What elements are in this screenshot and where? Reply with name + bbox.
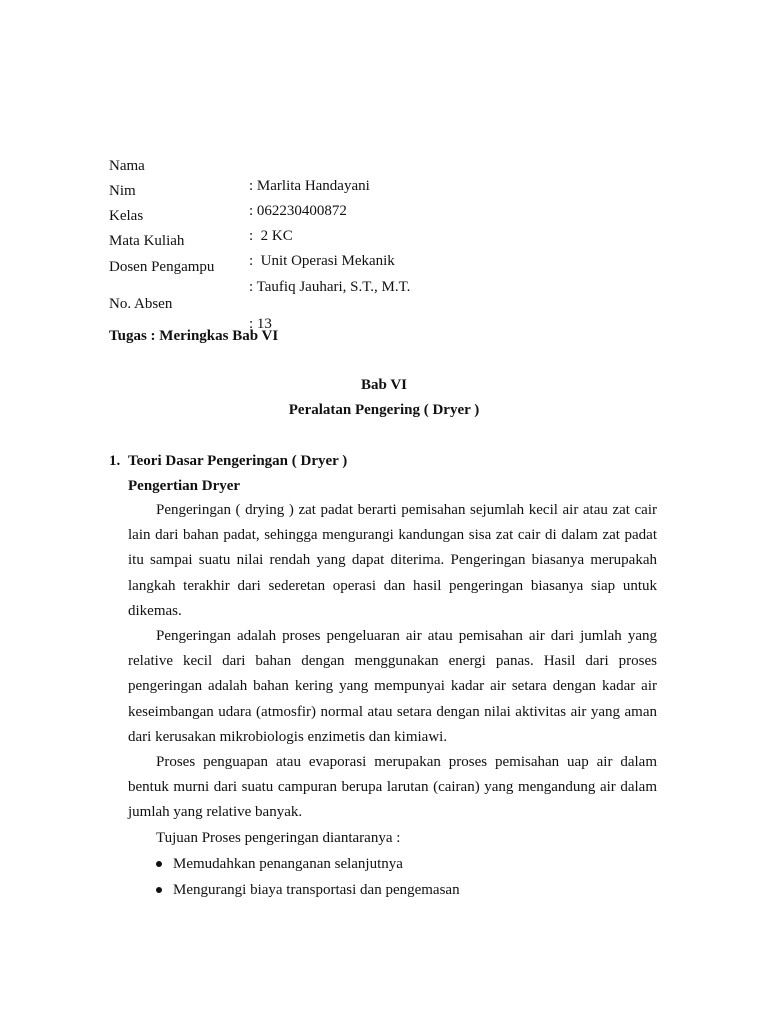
- info-value: : 13: [249, 316, 272, 332]
- section-number: 1.: [109, 453, 121, 469]
- info-label: Nim: [109, 183, 136, 199]
- paragraph-2: Pengeringan adalah proses pengeluaran air atau pemisahan air dari jumlah yang relative kecil dari bahan dengan menggunakan energi panas. Hasil dari proses pengeringan adalah bahan kering yang mempunyai kadar air setara dengan kadar air keseimbangan udara (atmosfir) normal atau setara dengan nilai aktivitas air yang aman dari kerusakan mikrobiologis enzimetis dan kimiawi.: [128, 628, 657, 745]
- info-label: Mata Kuliah: [109, 233, 185, 249]
- info-value: : 062230400872: [249, 203, 347, 219]
- info-value: : Marlita Handayani: [249, 178, 370, 194]
- bullet-icon: [156, 887, 162, 893]
- paragraph-4: Tujuan Proses pengeringan diantaranya :: [156, 830, 401, 846]
- bullet-text: Mengurangi biaya transportasi dan pengemasan: [173, 882, 460, 898]
- paragraph-1: Pengeringan ( drying ) zat padat berarti pemisahan sejumlah kecil air atau zat cair lain dari bahan padat, sehingga mengurangi kandungan sisa zat cair di dalam zat padat itu sampai suatu nilai rendah yang dapat diterima. Pengeringan biasanya merupakah langkah terakhir dari sederetan operasi dan hasil pengeringan biasanya siap untuk dikemas.: [128, 502, 657, 619]
- info-value: : 2 KC: [249, 228, 293, 244]
- section-heading: [109, 451, 347, 471]
- info-value: : Taufiq Jauhari, S.T., M.T.: [249, 279, 411, 295]
- info-label: Kelas: [109, 208, 144, 224]
- info-label: Nama: [109, 158, 145, 174]
- sub-heading: Pengertian Dryer: [128, 478, 241, 494]
- info-row-absen: [109, 274, 272, 332]
- info-label: No. Absen: [109, 296, 173, 312]
- bullet-text: Memudahkan penanganan selanjutnya: [173, 856, 403, 872]
- chapter-title: Peralatan Pengering ( Dryer ): [288, 402, 480, 418]
- paragraph-3: Proses penguapan atau evaporasi merupakan proses pemisahan uap air dalam bentuk murni dari suatu campuran berupa larutan (cairan) yang mengandung air dalam jumlah yang relative banyak.: [128, 754, 657, 821]
- chapter-number: Bab VI: [361, 377, 407, 393]
- task-title: Tugas : Meringkas Bab VI: [109, 328, 279, 344]
- info-value: : Unit Operasi Mekanik: [249, 253, 395, 269]
- bullet-icon: [156, 861, 162, 867]
- section-title: Teori Dasar Pengeringan ( Dryer ): [128, 453, 348, 469]
- info-label: Dosen Pengampu: [109, 259, 215, 275]
